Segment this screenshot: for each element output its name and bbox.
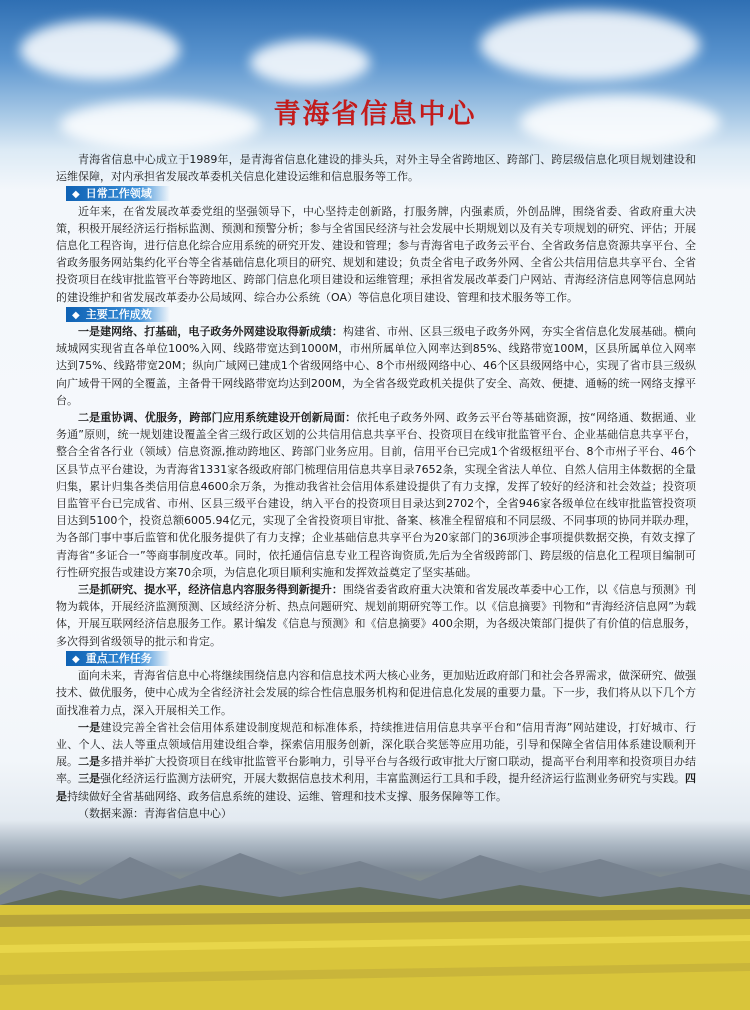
diamond-icon: ◆ xyxy=(72,653,80,665)
section-paragraph xyxy=(56,581,696,650)
paragraph-text: 依托电子政务外网、政务云平台等基础资源，按“网络通、数据通、业务通”原则，统一规划建设覆盖全省三级行政区划的公共信用信息共享平台、投资项目在线审批监管平台、企业基础信息共享平台，整合全省各行业（领域）信息资源,推动跨地区、跨部门业务应用。目前，信用平台已完成1个省级枢纽平台、8个市州子平台、46个区县节点平台建设，为青海省1331家各级政府部门梳理信用信息共享目录7652条，实现全省法人单位、自然人信用主体数据的全量归集，累计归集各类信用信息4600余万条，为推动我省社会信用体系建设提供了有力支撑，发挥了较好的经济和社会效益；投资项目监管平台已完成省、市州、区县三级平台建设，纳入平台的投资项目目录达到2702个，全省946家各级单位在线审批监管投资项目达到5100个，投资总额6005.94亿元，实现了全省投资项目审批、备案、核准全程留痕和不同层级、不同事项的协同并联办理，为各部门事中事后监管和优化服务提供了有力支撑；企业基础信息共享平台为20家部门的36项涉企事项提供数据交换，有效支撑了青海省“多证合一”等商事制度改革。同时，依托通信信息专业工程咨询资质,先后为全省级跨部门、跨层级的信息化工程项目编制可行性研究报告或建设方案70余项，为信息化项目顺利实施和发挥效益奠定了坚实基础。 xyxy=(56,411,697,579)
paragraph-text: 持续做好全省基础网络、政务信息系统的建设、运维、管理和技术支撑、服务保障等工作。 xyxy=(67,789,507,803)
section-heading-achievements: ◆ 主要工作成效 xyxy=(66,307,170,322)
paragraph-lead: 二是 xyxy=(78,755,101,769)
diamond-icon: ◆ xyxy=(72,309,80,321)
intro-paragraph: 青海省信息中心成立于1989年，是青海省信息化建设的排头兵，对外主导全省跨地区、跨部门、跨层级信息化项目规划建设和运维保障，对内承担省发展改革委机关信息化建设运维和信息服务等工作。 xyxy=(56,153,696,184)
section-paragraph xyxy=(56,719,696,805)
paragraph-text: 建设完善全省社会信用体系建设制度规范和标准体系，持续推进信用信息共享平台和“信用青海”网站建设，打好城市、行业、个人、法人等重点领域信用建设组合拳，探索信用服务创新，深化联合奖惩等应用功能，引导和保障全省信用体系建设顺利开展。 xyxy=(56,720,696,769)
cloud-decoration xyxy=(480,10,700,80)
paragraph-lead: 一是建网络、打基础，电子政务外网建设取得新成绩： xyxy=(78,325,343,339)
paragraph-lead: 三是 xyxy=(78,772,101,786)
section-heading-key-tasks: ◆ 重点工作任务 xyxy=(66,651,170,666)
diamond-icon: ◆ xyxy=(72,189,80,201)
article-body xyxy=(56,151,696,822)
paragraph-lead: 四是 xyxy=(56,772,697,803)
paragraph-text: 围绕省委省政府重大决策和省发展改革委中心工作，以《信息与预测》刊物为载体，开展经济监测预测、区域经济分析、热点问题研究、规划前期研究等工作。以《信息摘要》刊物和“青海经济信息网”为载体，开展互联网经济信息服务工作。累计编发《信息与预测》和《信息摘要》400余期，为各级决策部门提供了有价值的信息服务，多次得到省级领导的批示和肯定。 xyxy=(56,583,696,648)
section-paragraph xyxy=(56,409,696,581)
paragraph-lead: 二是重协调、优服务，跨部门应用系统建设开创新局面： xyxy=(78,411,357,425)
cloud-decoration xyxy=(20,20,180,80)
section-paragraph: 近年来，在省发展改革委党组的坚强领导下，中心坚持走创新路，打服务牌，内强素质，外创品牌，围绕省委、省政府重大决策，积极开展经济运行指标监测、预测和预警分析；参与全省国民经济与社会发展中长期规划以及有关专项规划的研究、评估；开展信息化工程咨询，进行信息化综合应用系统的研究开发、建设和管理；参与青海省电子政务云平台、全省政务信息资源共享平台、全省政务服务网站集约化平台等全省基础信息化项目的研究、规划和建设；负责全省电子政务外网、全省公共信用信息共享平台、全省投资项目在线审批监管平台等跨地区、跨部门信息化项目建设和运维管理；承担省发展改革委门户网站、青海经济信息网等信息网站的建设维护和省发展改革委办公局域网、综合办公系统（OA）等信息化项目建设、管理和技术服务等工作。 xyxy=(56,204,696,304)
paragraph-lead: 三是抓研究、提水平，经济信息内容服务得到新提升： xyxy=(78,583,343,597)
paragraph-lead: 一是 xyxy=(78,720,101,734)
section-paragraph: 面向未来，青海省信息中心将继续围绕信息内容和信息技术两大核心业务，更加贴近政府部门和社会各界需求，做深研究、做强技术、做优服务，使中心成为全省经济社会发展的综合性信息服务机构和促进信息化发展的重要力量。下一步，我们将从以下几个方面找准着力点，深入开展相关工作。 xyxy=(56,669,696,717)
paragraph-text: 构建省、市州、区县三级电子政务外网，夯实全省信息化发展基础。横向域城网实现省直各单位100%入网、线路带宽达到1000M，市州所属单位入网率达到85%、线路带宽100M，区县所属单位入网率达到75%、线路带宽20M；纵向广域网已建成1个省级网络中心、8个市州级网络中心、46个区县级网络中心，实现了省市县三级纵向广域骨干网的全覆盖，主备骨干网线路带宽均达到200M，为全省各级党政机关提供了安全、高效、便捷、通畅的统一网络支撑平台。 xyxy=(56,325,696,407)
cloud-decoration xyxy=(250,40,370,85)
rapeseed-field-decoration xyxy=(0,905,750,1010)
paragraph-text: 多措并举扩大投资项目在线审批监管平台影响力，引导平台与各级行政审批大厅窗口联动，提高平台利用率和投资项目办结率。 xyxy=(56,755,697,786)
source-note: （数据来源：青海省信息中心） xyxy=(78,806,232,820)
section-paragraph xyxy=(56,323,696,409)
section-heading-daily-work: ◆ 日常工作领域 xyxy=(66,186,170,201)
paragraph-text: 强化经济运行监测方法研究，开展大数据信息技术利用，丰富监测运行工具和手段，提升经济运行监测业务研究与实践。 xyxy=(100,772,686,786)
page-title: 青海省信息中心 xyxy=(273,99,477,130)
